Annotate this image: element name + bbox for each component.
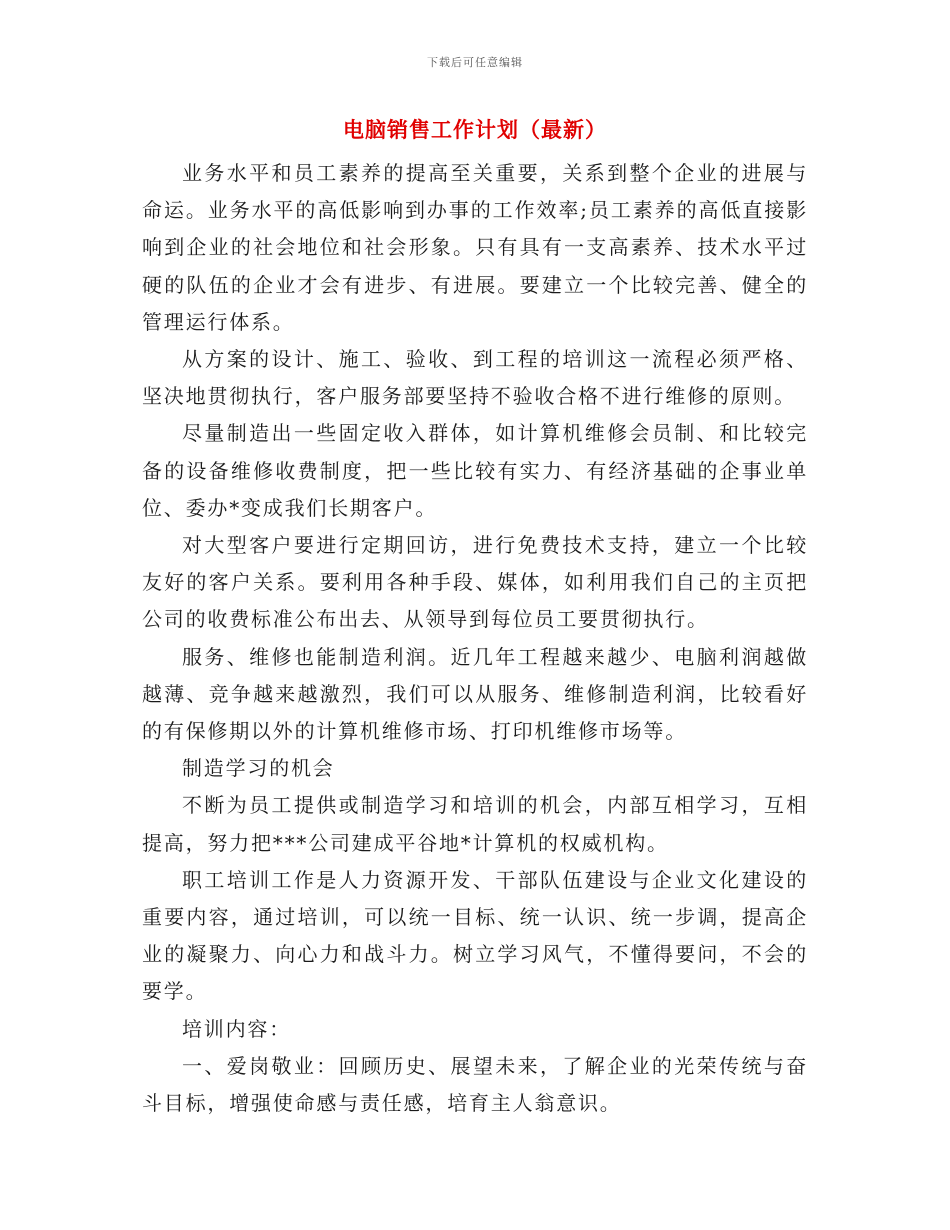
document-body [142, 155, 808, 1122]
paragraph: 尽量制造出一些固定收入群体，如计算机维修会员制、和比较完备的设备维修收费制度，把一些比较有实力、有经济基础的企事业单位、委办*变成我们长期客户。 [142, 421, 808, 520]
paragraph: 业务水平和员工素养的提高至关重要，关系到整个企业的进展与命运。业务水平的高低影响到办事的工作效率;员工素养的高低直接影响到企业的社会地位和社会形象。只有具有一支高素养、技术水平过硬的队伍的企业才会有进步、有进展。要建立一个比较完善、健全的管理运行体系。 [142, 161, 808, 334]
paragraph: 一、爱岗敬业：回顾历史、展望未来，了解企业的光荣传统与奋斗目标，增强使命感与责任感，培育主人翁意识。 [142, 1053, 808, 1116]
paragraph: 对大型客户要进行定期回访，进行免费技术支持，建立一个比较友好的客户关系。要利用各种手段、媒体，如利用我们自己的主页把公司的收费标准公布出去、从领导到每位员工要贯彻执行。 [142, 533, 808, 632]
paragraph: 从方案的设计、施工、验收、到工程的培训这一流程必须严格、坚决地贯彻执行，客户服务部要坚持不验收合格不进行维修的原则。 [142, 347, 808, 409]
paragraph: 职工培训工作是人力资源开发、干部队伍建设与企业文化建设的重要内容，通过培训，可以统一目标、统一认识、统一步调，提高企业的凝聚力、向心力和战斗力。树立学习风气，不懂得要问，不会的要学。 [142, 867, 808, 1004]
header-note: 下载后可任意编辑 [427, 56, 523, 69]
paragraph: 服务、维修也能制造利润。近几年工程越来越少、电脑利润越做越薄、竞争越来越激烈，我们可以从服务、维修制造利润，比较看好的有保修期以外的计算机维修市场、打印机维修市场等。 [142, 644, 808, 744]
paragraph: 不断为员工提供或制造学习和培训的机会，内部互相学习，互相提高，努力把***公司建成平谷地*计算机的权威机构。 [142, 793, 808, 855]
section-heading: 制造学习的机会 [182, 756, 335, 781]
document-title: 电脑销售工作计划（最新） [343, 117, 607, 142]
section-heading: 培训内容： [182, 1016, 291, 1041]
